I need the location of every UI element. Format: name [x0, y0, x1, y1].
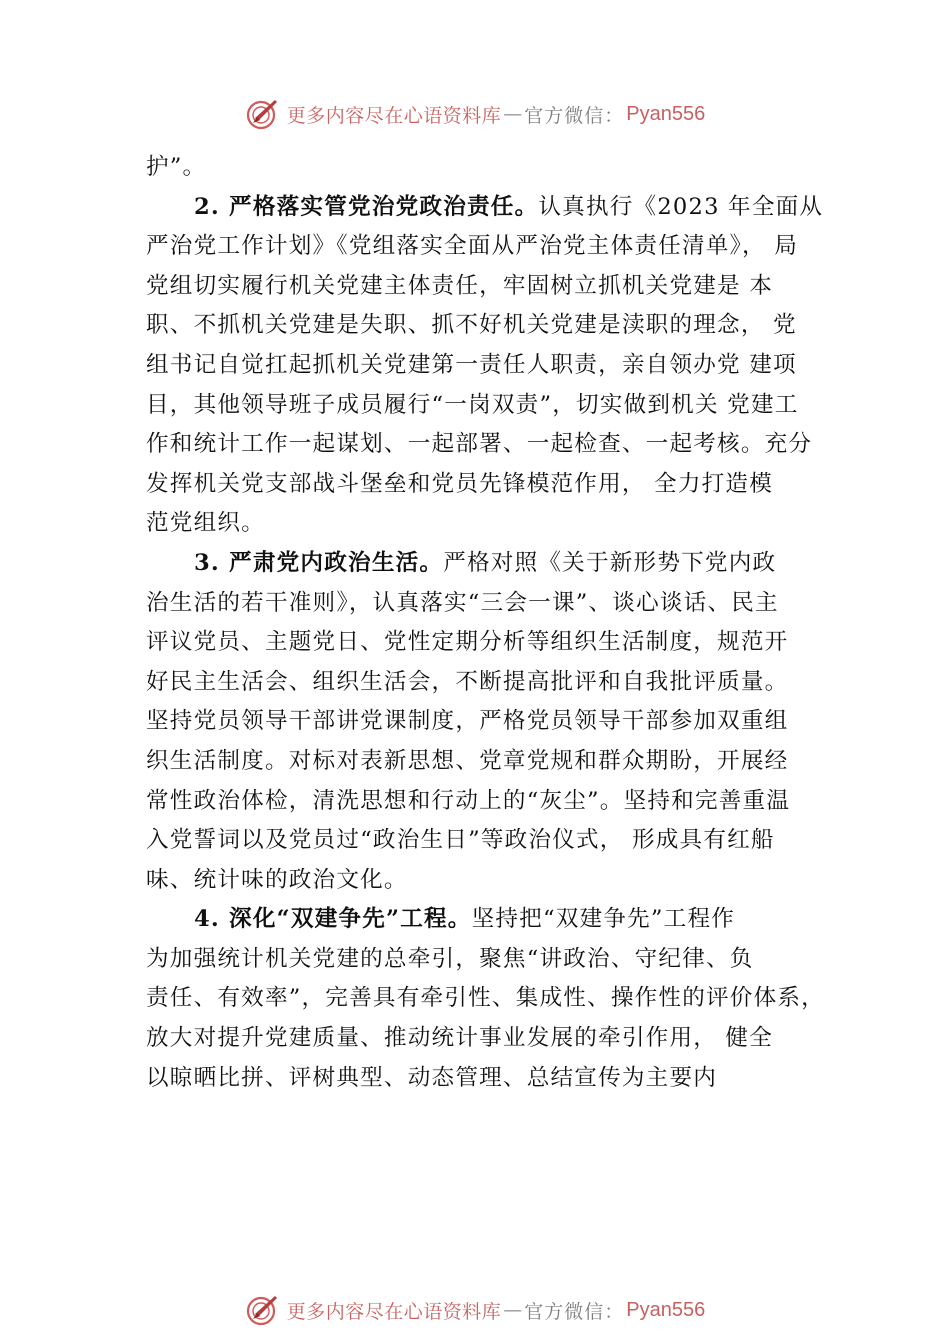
text-line: 坚持党员领导干部讲党课制度，严格党员领导干部参加双重组 — [146, 708, 789, 735]
paragraph-item-4 — [146, 900, 836, 1098]
footer-watermark — [0, 1290, 950, 1330]
text-line: 好民主生活会、组织生活会，不断提高批评和自我批评质量。 — [146, 668, 789, 695]
text-line: 以晾晒比拼、评树典型、动态管理、总结宣传为主要内 — [146, 1064, 718, 1091]
text-line: 评议党员、主题党日、党性定期分析等组织生活制度，规范开 — [146, 629, 789, 656]
text-line: 责任、有效率”，完善具有牵引性、集成性、操作性的评价体系， — [146, 985, 825, 1012]
document-body — [146, 148, 836, 1098]
text-line — [146, 900, 836, 940]
text-segment: 坚持把“双建争先”工程作 — [471, 906, 736, 933]
seal-logo-icon — [245, 1292, 281, 1328]
text-line: 目，其他领导班子成员履行“一岗双责”，切实做到机关 党建工 — [146, 391, 799, 418]
watermark-id: Pyan556 — [626, 102, 706, 125]
text-line: 护”。 — [146, 154, 207, 180]
paragraph-item-3 — [146, 544, 836, 900]
paragraph-item-2 — [146, 188, 836, 544]
paragraph-continuation — [146, 148, 836, 188]
text-line — [146, 188, 836, 228]
watermark-dash: — — [503, 1299, 523, 1321]
text-line: 范党组织。 — [146, 510, 265, 537]
watermark-label: 官方微信： — [524, 104, 625, 127]
text-line: 织生活制度。对标对表新思想、党章党规和群众期盼，开展经 — [146, 747, 789, 774]
text-line: 发挥机关党支部战斗堡垒和党员先锋模范作用， 全力打造模 — [146, 470, 774, 497]
text-segment: 认真执行《2023 年全面从 — [538, 193, 824, 220]
paragraph-heading: 3. 严肃党内政治生活。 — [194, 549, 444, 576]
watermark-dash: — — [503, 103, 523, 125]
watermark-id: Pyan556 — [626, 1298, 706, 1321]
text-segment: 严格对照《关于新形势下党内政 — [443, 549, 777, 576]
text-line: 味、统计味的政治文化。 — [146, 866, 408, 893]
text-line — [146, 544, 836, 584]
text-line: 组书记自觉扛起抓机关党建第一责任人职责，亲自领办党 建项 — [146, 351, 797, 378]
seal-logo-icon — [245, 96, 281, 132]
text-line: 常性政治体检，清洗思想和行动上的“灰尘”。坚持和完善重温 — [146, 787, 791, 814]
text-line: 党组切实履行机关党建主体责任，牢固树立抓机关党建是 本 — [146, 272, 774, 299]
text-line: 作和统计工作一起谋划、一起部署、一起检查、一起考核。充分 — [146, 431, 813, 458]
text-line: 放大对提升党建质量、推动统计事业发展的牵引作用， 健全 — [146, 1025, 774, 1052]
text-line: 治生活的若干准则》，认真落实“三会一课”、谈心谈话、民主 — [146, 589, 779, 616]
text-line: 严治党工作计划》《党组落实全面从严治党主体责任清单》， 局 — [146, 233, 799, 260]
text-line: 职、不抓机关党建是失职、抓不好机关党建是渎职的理念， 党 — [146, 312, 797, 339]
watermark-label: 官方微信： — [524, 1300, 625, 1323]
watermark-text: 更多内容尽在心语资料库 — [286, 104, 502, 127]
paragraph-heading: 2. 严格落实管党治党政治责任。 — [194, 193, 539, 220]
text-line: 为加强统计机关党建的总牵引，聚焦“讲政治、守纪律、负 — [146, 945, 754, 972]
text-line: 入党誓词以及党员过“政治生日”等政治仪式， 形成具有红船 — [146, 827, 775, 854]
paragraph-heading: 4. 深化“双建争先”工程。 — [194, 906, 472, 933]
watermark-text: 更多内容尽在心语资料库 — [286, 1300, 502, 1323]
header-watermark — [0, 94, 950, 134]
